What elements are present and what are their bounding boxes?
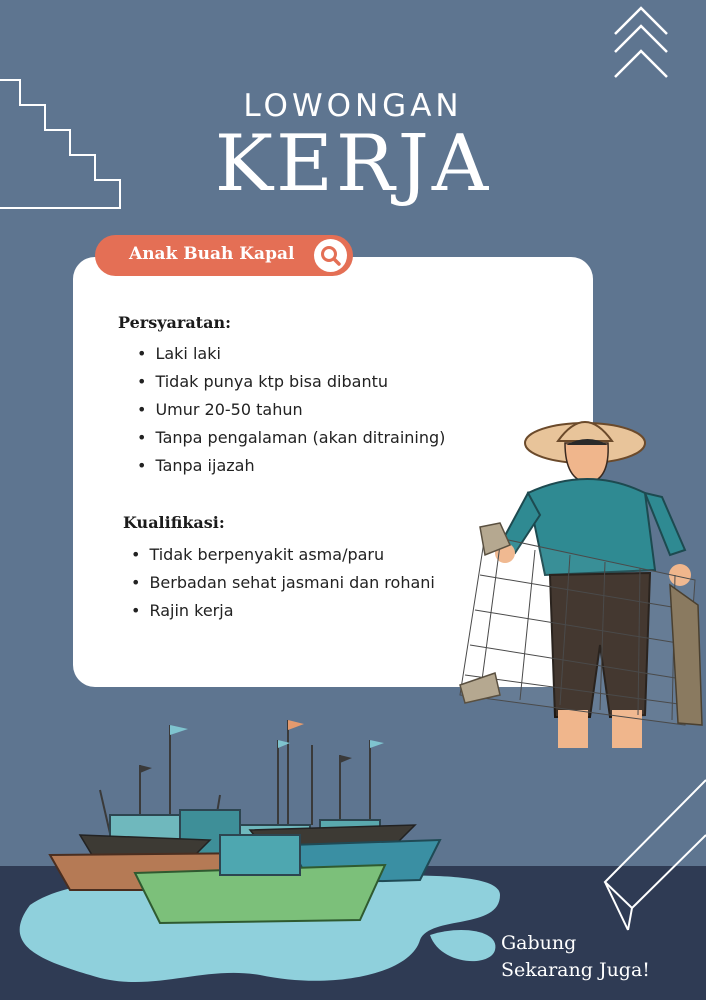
title-lowongan: LOWONGAN xyxy=(243,88,463,124)
fishing-boats-illustration xyxy=(40,715,460,935)
chevron-up-icon xyxy=(615,26,667,52)
search-icon xyxy=(314,239,347,272)
job-tag-label: Anak Buah Kapal xyxy=(129,244,295,264)
list-item: • Berbadan sehat jasmani dan rohani xyxy=(131,569,435,597)
chevron-up-icon xyxy=(615,8,667,34)
list-item: • Umur 20-50 tahun xyxy=(137,396,445,424)
chevron-up-icon xyxy=(615,51,667,77)
fisherman-illustration xyxy=(440,405,706,750)
cta-line-1: Gabung xyxy=(501,932,577,954)
list-item: • Laki laki xyxy=(137,340,445,368)
qualifications-heading: Kualifikasi: xyxy=(123,513,225,532)
title-kerja: KERJA xyxy=(214,119,492,209)
list-item: • Tanpa pengalaman (akan ditraining) xyxy=(137,424,445,452)
list-item: • Tidak punya ktp bisa dibantu xyxy=(137,368,445,396)
list-item: • Tanpa ijazah xyxy=(137,452,445,480)
list-item: • Rajin kerja xyxy=(131,597,435,625)
qualifications-list xyxy=(131,541,435,625)
requirements-list xyxy=(137,340,445,480)
call-to-action xyxy=(501,930,650,984)
job-tag-pill xyxy=(95,235,353,276)
requirements-heading: Persyaratan: xyxy=(118,313,231,332)
list-item: • Tidak berpenyakit asma/paru xyxy=(131,541,435,569)
cta-line-2: Sekarang Juga! xyxy=(501,959,650,981)
